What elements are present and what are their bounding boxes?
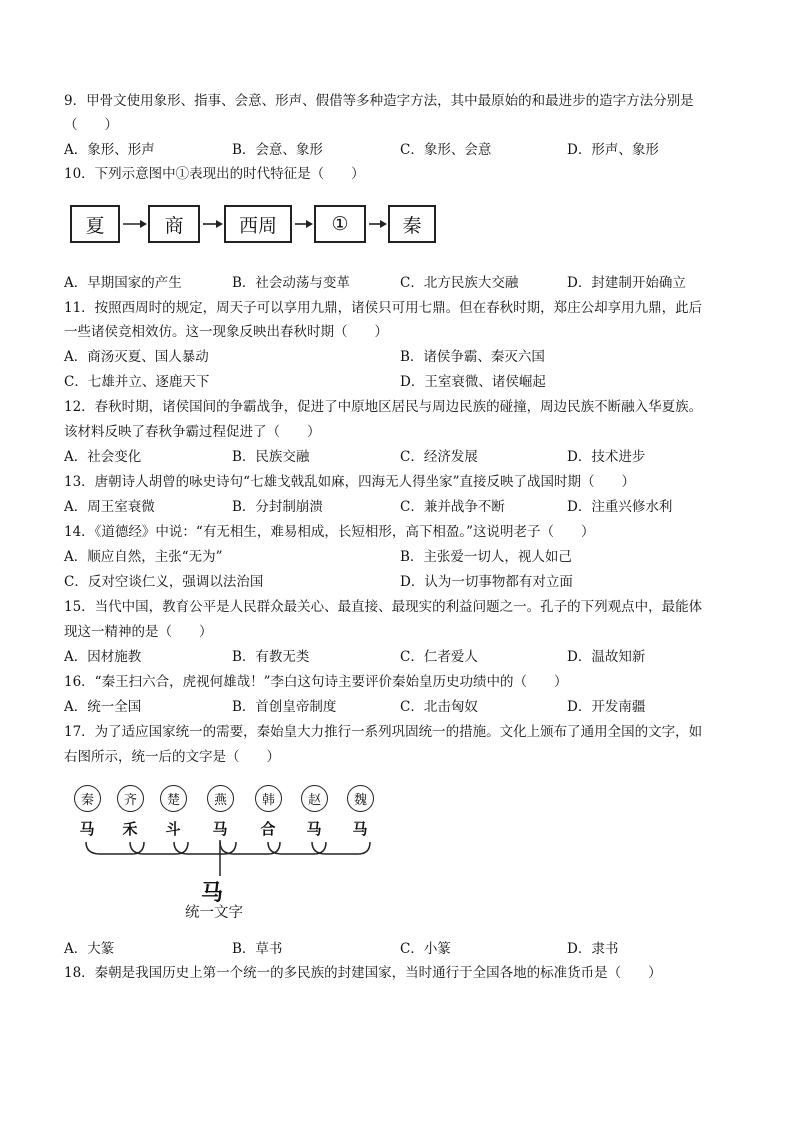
q13-option-d: D．注重兴修水利 xyxy=(567,499,673,515)
q15-option-b: B．有教无类 xyxy=(232,649,310,665)
q14-option-a: A．顺应自然，主张“无为” xyxy=(64,549,223,565)
q16-option-d: D．开发南疆 xyxy=(567,699,646,715)
ancient-glyph-chu: 斗 xyxy=(165,820,181,838)
q13-option-b: B．分封制崩溃 xyxy=(232,499,323,515)
q9-option-a: A．象形、形声 xyxy=(64,142,155,158)
diagram-box-qin: 秦 xyxy=(388,205,436,243)
arrow-right-icon xyxy=(122,216,148,232)
ancient-glyph-qi: 禾 xyxy=(122,820,138,838)
q11-stem-line1: 11．按照西周时的规定，周天子可以享用九鼎，诸侯只可用七鼎。但在春秋时期，郑庄公却享用九鼎，此后 xyxy=(64,300,703,316)
q9-stem-line1: 9．甲骨文使用象形、指事、会意、形声、假借等多种造字方法，其中最原始的和最进步的造字方法分别是 xyxy=(64,93,694,109)
q14-option-d: D．认为一切事物都有对立面 xyxy=(400,574,573,590)
state-circle-qi: 齐 xyxy=(117,785,144,812)
unified-glyph: 马 xyxy=(201,880,224,906)
q17-option-d: D．隶书 xyxy=(567,941,619,957)
diagram-box-shang: 商 xyxy=(148,205,200,243)
q12-stem-line2: 该材料反映了春秋争霸过程促进了（ ） xyxy=(64,424,321,440)
q11-option-d: D．王室衰微、诸侯崛起 xyxy=(400,374,546,390)
arrow-right-icon xyxy=(294,216,314,232)
q12-option-a: A．社会变化 xyxy=(64,449,142,465)
arrow-right-icon xyxy=(202,216,224,232)
q12-option-b: B．民族交融 xyxy=(232,449,310,465)
q15-option-d: D．温故知新 xyxy=(567,649,646,665)
diagram-box-xia: 夏 xyxy=(70,205,120,243)
state-circle-yan: 燕 xyxy=(207,785,234,812)
diagram-box-blank: ① xyxy=(314,205,366,243)
q9-option-d: D．形声、象形 xyxy=(567,142,659,158)
q15-option-a: A．因材施教 xyxy=(64,649,142,665)
q14-option-c: C．反对空谈仁义，强调以法治国 xyxy=(64,574,264,590)
bracket-connector xyxy=(64,840,384,876)
diagram-box-xizhou: 西周 xyxy=(224,205,292,243)
q17-option-a: A．大篆 xyxy=(64,941,115,957)
state-circle-zhao: 赵 xyxy=(301,785,328,812)
q9-option-b: B．会意、象形 xyxy=(232,142,323,158)
q11-option-a: A．商汤灭夏、国人暴动 xyxy=(64,349,209,365)
q16-stem: 16．“秦王扫六合，虎视何雄哉！”李白这句诗主要评价秦始皇历史功绩中的（ ） xyxy=(64,674,568,690)
arrow-right-icon xyxy=(368,216,388,232)
unified-caption: 统一文字 xyxy=(185,905,243,921)
q10-option-c: C．北方民族大交融 xyxy=(400,275,519,291)
q9-stem-line2: （ ） xyxy=(64,117,118,133)
q15-option-c: C．仁者爱人 xyxy=(400,649,478,665)
q13-stem: 13．唐朝诗人胡曾的咏史诗句“七雄戈戟乱如麻，四海无人得坐家”直接反映了战国时期（ ） xyxy=(64,474,635,490)
q10-dynasty-diagram xyxy=(66,196,436,258)
q9-option-c: C．象形、会意 xyxy=(400,142,492,158)
q17-stem-line1: 17．为了适应国家统一的需要，秦始皇大力推行一系列巩固统一的措施。文化上颁布了通用全国的文字，如 xyxy=(64,724,703,740)
state-circle-chu: 楚 xyxy=(160,785,187,812)
q16-option-b: B．首创皇帝制度 xyxy=(232,699,337,715)
q14-stem: 14．《道德经》中说：“有无相生，难易相成，长短相形，高下相盈。”这说明老子（ ） xyxy=(64,524,595,540)
q13-option-c: C．兼并战争不断 xyxy=(400,499,505,515)
q11-option-b: B．诸侯争霸、秦灭六国 xyxy=(400,349,545,365)
q12-option-d: D．技术进步 xyxy=(567,449,646,465)
q18-stem: 18．秦朝是我国历史上第一个统一的多民族的封建国家，当时通行于全国各地的标准货币是（ ） xyxy=(64,965,662,981)
q11-option-c: C．七雄并立、逐鹿天下 xyxy=(64,374,210,390)
q16-option-a: A．统一全国 xyxy=(64,699,142,715)
q14-option-b: B．主张爱一切人，视人如己 xyxy=(400,549,572,565)
q10-option-a: A．早期国家的产生 xyxy=(64,275,182,291)
q12-option-c: C．经济发展 xyxy=(400,449,478,465)
q10-option-b: B．社会动荡与变革 xyxy=(232,275,350,291)
q16-option-c: C．北击匈奴 xyxy=(400,699,478,715)
ancient-glyph-wei: 马 xyxy=(352,820,368,838)
ancient-glyph-han: 合 xyxy=(260,820,276,838)
q13-option-a: A．周王室衰微 xyxy=(64,499,155,515)
q15-stem-line2: 现这一精神的是（ ） xyxy=(64,624,213,640)
q17-option-b: B．草书 xyxy=(232,941,283,957)
q11-stem-line2: 一些诸侯竞相效仿。这一现象反映出春秋时期（ ） xyxy=(64,324,388,340)
state-circle-han: 韩 xyxy=(255,785,282,812)
q17-option-c: C．小篆 xyxy=(400,941,451,957)
ancient-glyph-zhao: 马 xyxy=(306,820,322,838)
state-circle-qin: 秦 xyxy=(74,785,101,812)
q10-option-d: D．封建制开始确立 xyxy=(567,275,686,291)
q15-stem-line1: 15．当代中国，教育公平是人民群众最关心、最直接、最现实的利益问题之一。孔子的下列观点中，最能体 xyxy=(64,599,703,615)
q17-script-unification-figure xyxy=(64,780,384,925)
ancient-glyph-yan: 马 xyxy=(212,820,228,838)
q12-stem-line1: 12．春秋时期，诸侯国间的争霸战争，促进了中原地区居民与周边民族的碰撞，周边民族不断融入华夏族。 xyxy=(64,399,703,415)
ancient-glyph-qin: 马 xyxy=(79,820,95,838)
q10-stem: 10．下列示意图中①表现出的时代特征是（ ） xyxy=(64,166,365,182)
state-circle-wei: 魏 xyxy=(347,785,374,812)
q17-stem-line2: 右图所示，统一后的文字是（ ） xyxy=(64,749,280,765)
